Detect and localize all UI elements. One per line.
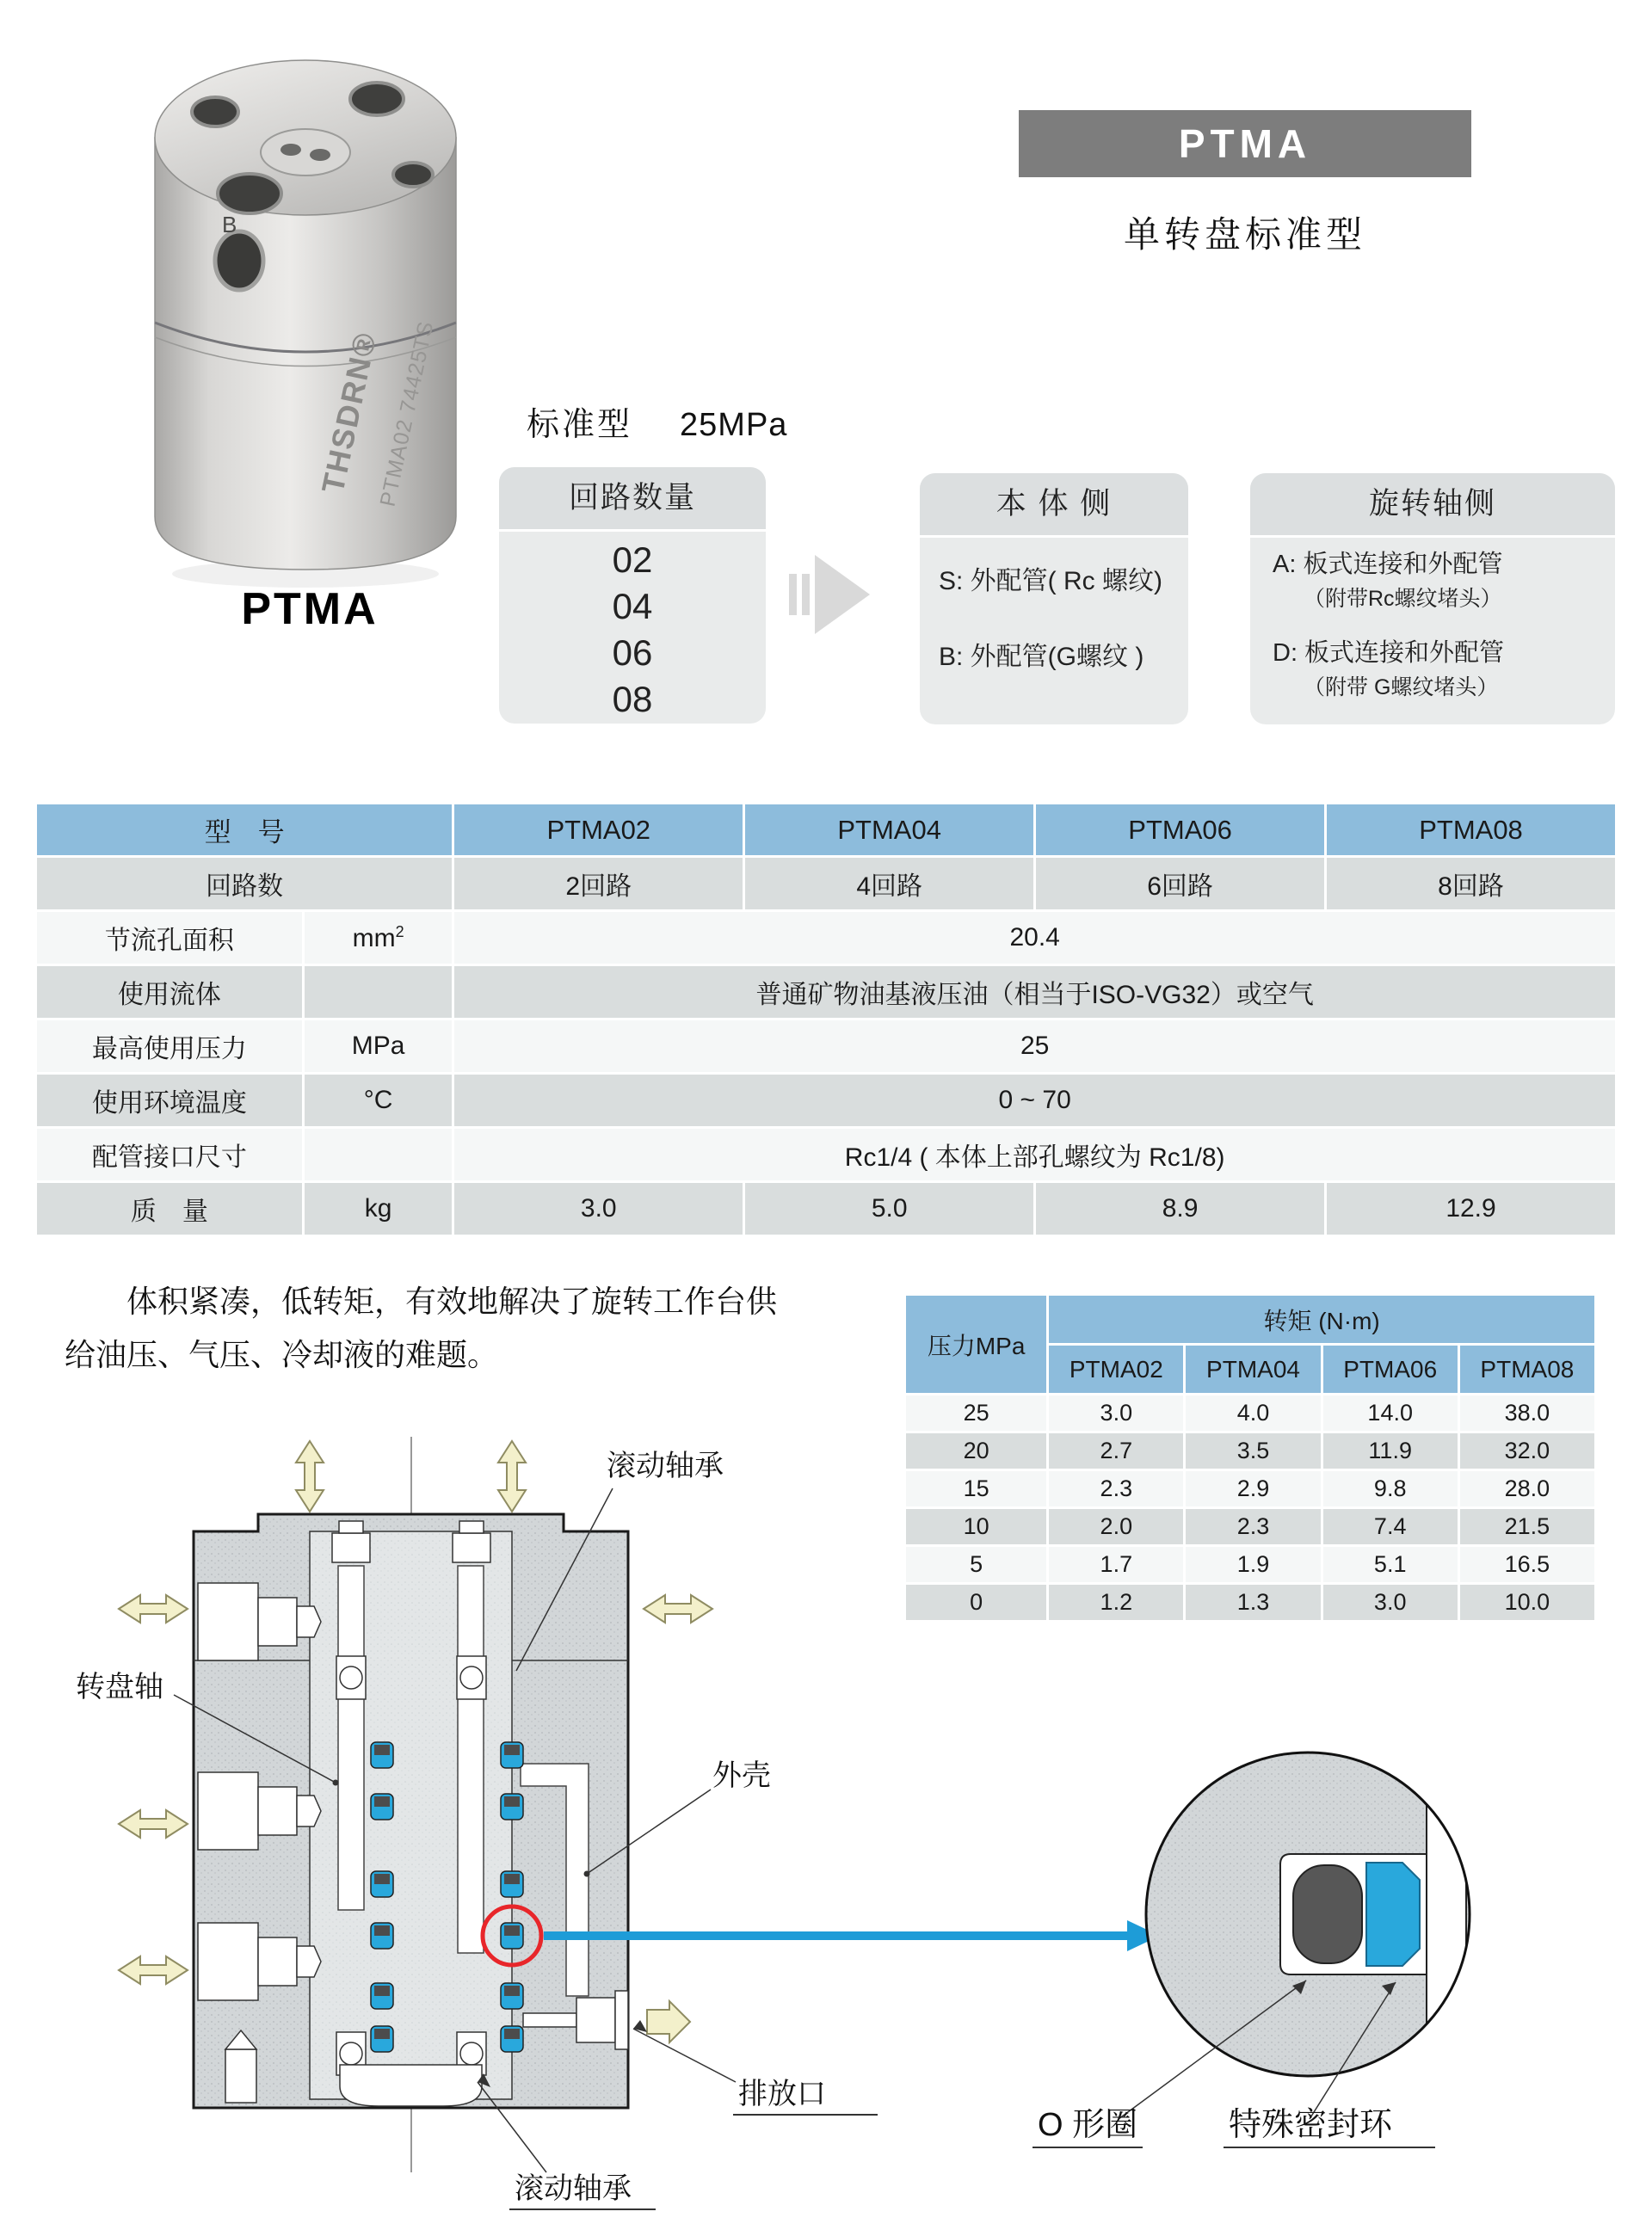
spec-value: Rc1/4 ( 本体上部孔螺纹为 Rc1/8) — [454, 1129, 1615, 1180]
shaft-option-sub: （附带 G螺纹堵头） — [1304, 675, 1499, 699]
torque-value: 28.0 — [1460, 1471, 1594, 1506]
torque-value: 1.3 — [1186, 1585, 1320, 1620]
spec-row-port-size — [37, 1129, 1615, 1180]
type-label: 标准型 — [527, 407, 633, 443]
spec-row-temperature — [37, 1075, 1615, 1126]
spec-unit: $mm^2$ — [305, 912, 452, 964]
recess-hole — [280, 144, 301, 156]
shaft-side-box — [1250, 473, 1615, 724]
torque-model: PTMA04 — [1186, 1346, 1320, 1393]
spec-label: 使用环境温度 — [37, 1075, 302, 1126]
flow-channel-left — [338, 1566, 364, 1910]
series-title: PTMA — [1178, 121, 1312, 166]
side-port-hole — [215, 231, 263, 290]
spec-value: 2回路 — [454, 858, 743, 909]
detail-rotor-block — [1466, 1759, 1575, 2073]
spec-header-ptma02: PTMA02 — [454, 804, 743, 855]
spec-unit: °C — [305, 1075, 452, 1126]
torque-value: 16.5 — [1460, 1547, 1594, 1582]
top-port-hole — [218, 174, 281, 213]
spec-unit — [305, 1129, 452, 1180]
model-engraving: PTMA02 74425TS — [375, 318, 439, 509]
torque-value: 2.3 — [1049, 1471, 1183, 1506]
top-port-hole — [350, 83, 404, 115]
spec-table — [34, 802, 1618, 1237]
spec-row-orifice — [37, 912, 1615, 964]
description-line: 给油压、气压、冷却液的难题。 — [65, 1337, 499, 1372]
spec-label: 最高使用压力 — [37, 1020, 302, 1072]
circuit-option: 02 — [612, 539, 653, 580]
product-photo — [129, 39, 490, 598]
flow-channel-right — [458, 1566, 484, 1953]
spec-value: 3.0 — [454, 1183, 743, 1235]
spec-value: 0 ~ 70 — [454, 1075, 1615, 1126]
torque-pressure: 10 — [906, 1509, 1046, 1544]
torque-value: 3.5 — [1186, 1433, 1320, 1469]
pressure-label: 25MPa — [680, 407, 788, 443]
bottom-cup — [340, 2065, 482, 2106]
body-option: S: 外配管( Rc 螺纹) — [939, 567, 1162, 595]
torque-pressure: 15 — [906, 1471, 1046, 1506]
port-b-marking: B — [222, 212, 237, 237]
spec-label: 回路数 — [37, 858, 452, 909]
detail-oring — [1293, 1865, 1362, 1963]
spec-value: 25 — [454, 1020, 1615, 1072]
shaft-option-main: D: 板式连接和外配管 — [1273, 639, 1505, 667]
spec-value: 8回路 — [1327, 858, 1615, 909]
spec-label: 配管接口尺寸 — [37, 1129, 302, 1180]
torque-title: 转矩 (N·m) — [1049, 1296, 1594, 1343]
spec-header-model: 型 号 — [37, 804, 452, 855]
top-port-hole — [192, 97, 238, 126]
body-option: B: 外配管(G螺纹 ) — [939, 643, 1144, 671]
torque-value: 38.0 — [1460, 1395, 1594, 1431]
body-side-box — [920, 473, 1188, 724]
label-bearing-bottom: 滚动轴承 — [515, 2172, 632, 2205]
series-subtitle: 单转盘标准型 — [1123, 214, 1366, 255]
spec-header-row — [37, 804, 1615, 855]
spec-row-pressure — [37, 1020, 1615, 1072]
spec-unit: MPa — [305, 1020, 452, 1072]
spec-row-mass — [37, 1183, 1615, 1235]
spec-value: 5.0 — [745, 1183, 1033, 1235]
detail-special-seal — [1366, 1863, 1420, 1966]
brand-engraving: THSDRN® — [314, 328, 384, 496]
series-banner — [1019, 110, 1471, 177]
label-oring: O 形圈 — [1038, 2107, 1138, 2143]
spec-value: 6回路 — [1036, 858, 1324, 909]
circuit-option: 06 — [612, 632, 653, 673]
torque-model: PTMA06 — [1323, 1346, 1458, 1393]
label-housing: 外壳 — [712, 1759, 771, 1792]
spec-row-fluid — [37, 966, 1615, 1018]
spec-value: 8.9 — [1036, 1183, 1324, 1235]
description-paragraph — [65, 1275, 856, 1382]
flow-arrow-icon — [787, 555, 873, 634]
spec-header-ptma08: PTMA08 — [1327, 804, 1615, 855]
torque-value: 3.0 — [1323, 1585, 1458, 1620]
circuit-box-title: 回路数量 — [499, 467, 766, 532]
torque-value: 1.7 — [1049, 1547, 1183, 1582]
torque-value: 32.0 — [1460, 1433, 1594, 1469]
shaft-option-sub: （附带Rc螺纹堵头） — [1304, 587, 1502, 611]
label-bearing-top: 滚动轴承 — [607, 1450, 724, 1482]
torque-pressure: 0 — [906, 1585, 1046, 1620]
spec-value: 20.4 — [454, 912, 1615, 964]
torque-value: 14.0 — [1323, 1395, 1458, 1431]
spec-label: 节流孔面积 — [37, 912, 302, 964]
torque-value: 2.9 — [1186, 1471, 1320, 1506]
shaft-option-main: A: 板式连接和外配管 — [1273, 551, 1503, 578]
description-line: 体积紧凑，低转矩，有效地解决了旋转工作台供 — [126, 1284, 778, 1319]
spec-value: 普通矿物油基液压油（相当于ISO-VG32）或空气 — [454, 966, 1615, 1018]
spec-value: 12.9 — [1327, 1183, 1615, 1235]
torque-value: 11.9 — [1323, 1433, 1458, 1469]
circuit-count-box — [499, 467, 766, 724]
torque-pressure: 25 — [906, 1395, 1046, 1431]
label-special-seal: 特殊密封环 — [1229, 2107, 1393, 2143]
torque-header-row — [906, 1296, 1594, 1343]
recess-hole — [310, 149, 330, 161]
torque-value: 5.1 — [1323, 1547, 1458, 1582]
product-name: PTMA — [241, 584, 379, 634]
spec-header-ptma04: PTMA04 — [745, 804, 1033, 855]
spec-unit — [305, 966, 452, 1018]
cross-section-diagram — [52, 1394, 1652, 2230]
torque-value: 7.4 — [1323, 1509, 1458, 1544]
label-drain: 排放口 — [738, 2078, 826, 2110]
spec-value: 4回路 — [745, 858, 1033, 909]
torque-value: 4.0 — [1186, 1395, 1320, 1431]
torque-value: 2.0 — [1049, 1509, 1183, 1544]
shaft-box-title: 旋转轴侧 — [1250, 473, 1615, 538]
torque-model: PTMA02 — [1049, 1346, 1183, 1393]
torque-value: 21.5 — [1460, 1509, 1594, 1544]
spec-label: 质 量 — [37, 1183, 302, 1235]
torque-pressure-header: 压力MPa — [906, 1296, 1046, 1393]
top-port-hole — [393, 163, 433, 187]
torque-value: 2.3 — [1186, 1509, 1320, 1544]
torque-pressure: 5 — [906, 1547, 1046, 1582]
torque-value: 1.9 — [1186, 1547, 1320, 1582]
circuit-option: 08 — [612, 679, 653, 719]
label-shaft: 转盘轴 — [76, 1671, 163, 1703]
spec-label: 使用流体 — [37, 966, 302, 1018]
torque-value: 10.0 — [1460, 1585, 1594, 1620]
torque-model: PTMA08 — [1460, 1346, 1594, 1393]
top-center-recess — [261, 129, 350, 176]
body-box-title: 本 体 侧 — [920, 473, 1188, 538]
spec-header-ptma06: PTMA06 — [1036, 804, 1324, 855]
selector-caption — [527, 397, 787, 445]
spec-row-circuits — [37, 858, 1615, 909]
leader-drain — [633, 2029, 736, 2082]
torque-value: 3.0 — [1049, 1395, 1183, 1431]
torque-value: 1.2 — [1049, 1585, 1183, 1620]
spec-unit: kg — [305, 1183, 452, 1235]
torque-pressure: 20 — [906, 1433, 1046, 1469]
leader-dot — [333, 1780, 339, 1786]
torque-value: 9.8 — [1323, 1471, 1458, 1506]
leader-dot — [584, 1871, 590, 1877]
torque-value: 2.7 — [1049, 1433, 1183, 1469]
circuit-option: 04 — [612, 586, 653, 626]
